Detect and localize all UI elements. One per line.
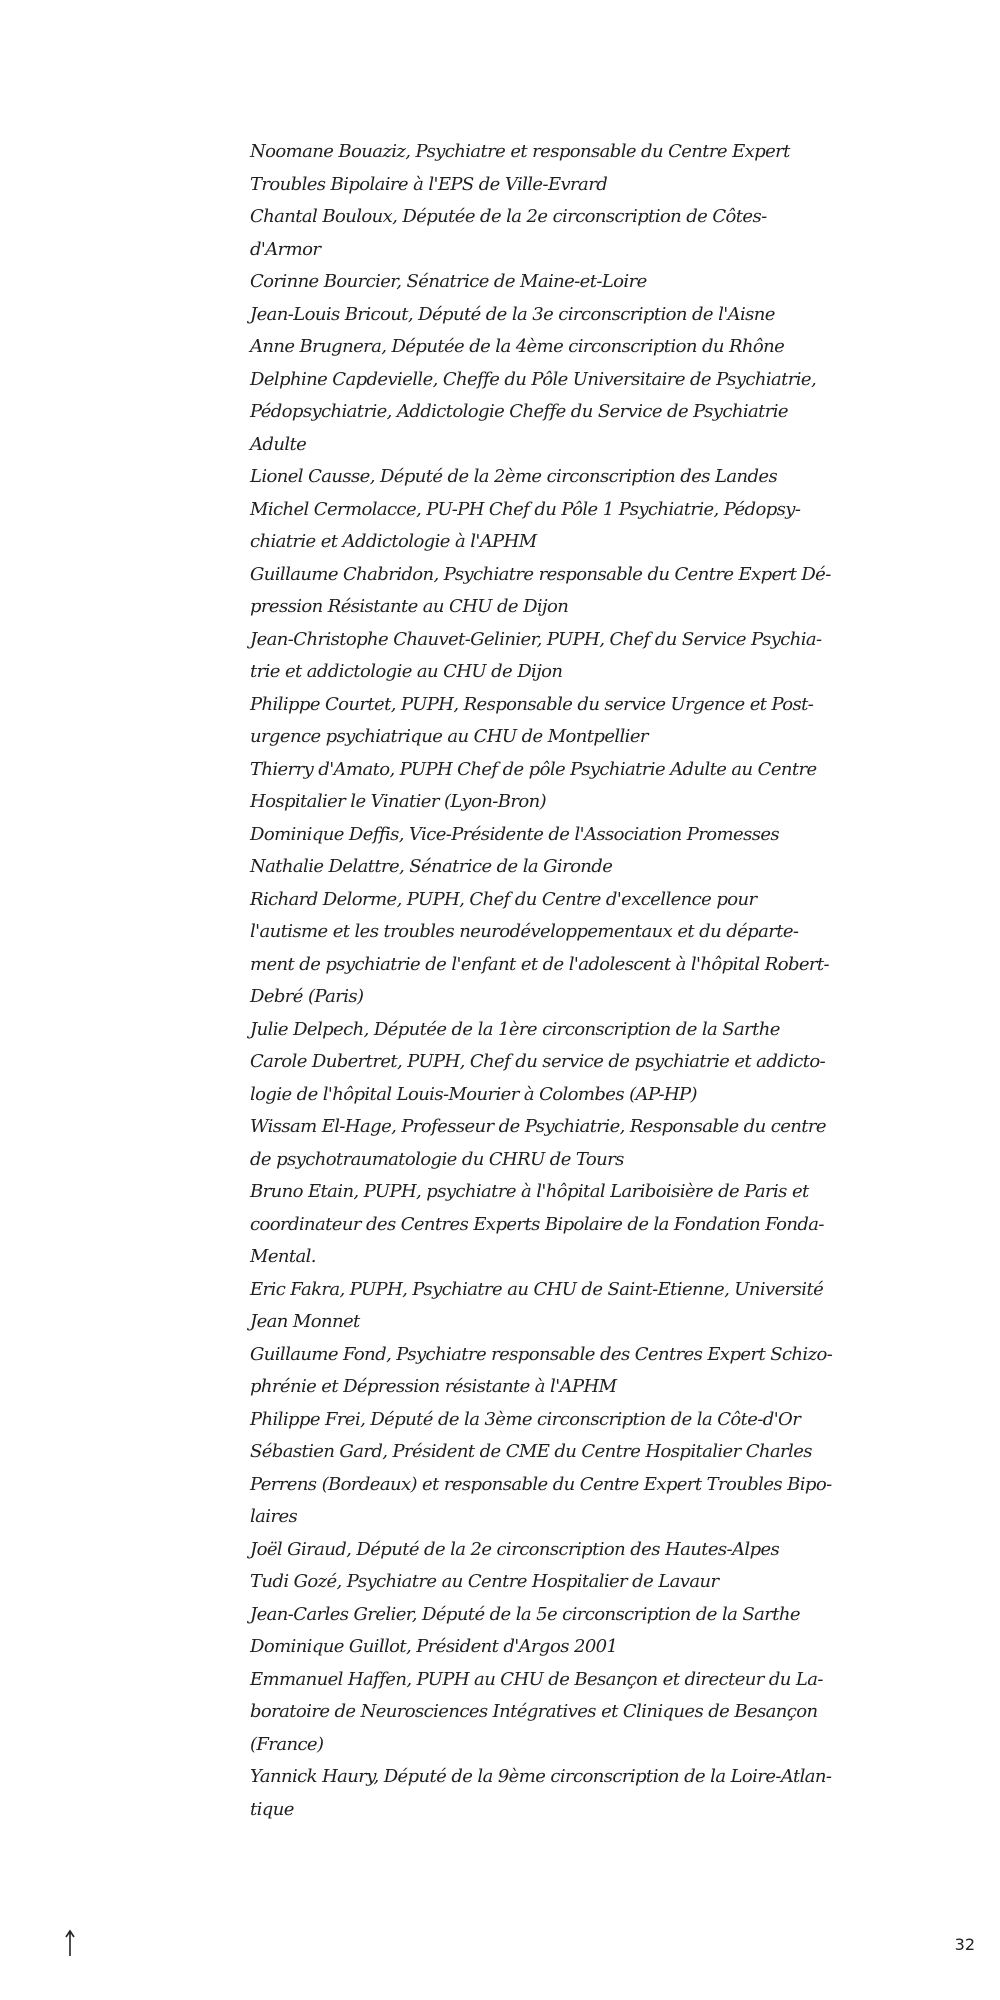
signatory-line: Wissam El-Hage, Professeur de Psychiatrie, Responsable du centre xyxy=(250,1116,826,1137)
signatory-line: Jean-Carles Grelier, Député de la 5e circonscription de la Sarthe xyxy=(250,1603,800,1625)
signatory-line: Mental. xyxy=(250,1246,316,1267)
signatory-line: Chantal Bouloux, Députée de la 2e circonscription de Côtes- xyxy=(250,206,767,227)
signatory-line: Dominique Deffis, Vice-Présidente de l'Association Promesses xyxy=(250,823,780,845)
signatory-line: Guillaume Fond, Psychiatre responsable des Centres Expert Schizo- xyxy=(250,1343,833,1365)
signatory-line: Guillaume Chabridon, Psychiatre responsable du Centre Expert Dé- xyxy=(250,563,831,585)
signatory-line: chiatrie et Addictologie à l'APHM xyxy=(250,531,537,552)
signatory-line: laires xyxy=(250,1506,298,1527)
signatory-line: logie de l'hôpital Louis-Mourier à Colombes (AP-HP) xyxy=(250,1083,697,1105)
signatory-line: trie et addictologie au CHU de Dijon xyxy=(250,661,563,682)
signatory-line: Hospitalier le Vinatier (Lyon-Bron) xyxy=(250,791,546,812)
signatory-line: Carole Dubertret, PUPH, Chef du service de psychiatrie et addicto- xyxy=(250,1051,826,1072)
signatory-line: Sébastien Gard, Président de CME du Centre Hospitalier Charles xyxy=(250,1441,812,1462)
signatory-line: Lionel Causse, Député de la 2ème circonscription des Landes xyxy=(250,466,778,487)
signatory-line: Philippe Frei, Député de la 3ème circonscription de la Côte-d'Or xyxy=(250,1408,801,1430)
signatory-line: phrénie et Dépression résistante à l'APHM xyxy=(250,1376,617,1397)
signatory-line: Yannick Haury, Député de la 9ème circonscription de la Loire-Atlan- xyxy=(250,1766,832,1787)
signatory-line: Anne Brugnera, Députée de la 4ème circonscription du Rhône xyxy=(250,336,785,357)
signatory-line: Philippe Courtet, PUPH, Responsable du service Urgence et Post- xyxy=(250,693,814,715)
signatory-line: urgence psychiatrique au CHU de Montpellier xyxy=(250,726,648,747)
signatory-line: Emmanuel Haffen, PUPH au CHU de Besançon et directeur du La- xyxy=(250,1668,823,1690)
signatory-line: Jean-Christophe Chauvet-Gelinier, PUPH, Chef du Service Psychia- xyxy=(250,628,822,650)
signatory-line: Pédopsychiatrie, Addictologie Cheffe du Service de Psychiatrie xyxy=(250,401,788,422)
signatory-line: Delphine Capdevielle, Cheffe du Pôle Universitaire de Psychiatrie, xyxy=(250,368,817,390)
signatory-line: Adulte xyxy=(250,433,307,455)
signatory-line: l'autisme et les troubles neurodéveloppementaux et du départe- xyxy=(250,921,799,942)
signatory-line: de psychotraumatologie du CHRU de Tours xyxy=(250,1148,624,1170)
signatory-line: ment de psychiatrie de l'enfant et de l'adolescent à l'hôpital Robert- xyxy=(250,953,830,975)
signatory-line: Bruno Etain, PUPH, psychiatre à l'hôpital Lariboisière de Paris et xyxy=(250,1181,809,1202)
signatory-line: (France) xyxy=(250,1733,324,1755)
signatory-line: Troubles Bipolaire à l'EPS de Ville-Evrard xyxy=(250,173,608,195)
arrow-up-icon xyxy=(60,1928,80,1958)
back-to-top-button[interactable] xyxy=(60,1928,80,1958)
signatory-line: Thierry d'Amato, PUPH Chef de pôle Psychiatrie Adulte au Centre xyxy=(250,758,817,780)
signatory-line: Debré (Paris) xyxy=(250,986,364,1007)
signatory-line: Nathalie Delattre, Sénatrice de la Gironde xyxy=(250,856,613,877)
signatory-line: Michel Cermolacce, PU-PH Chef du Pôle 1 Psychiatrie, Pédopsy- xyxy=(250,498,801,520)
signatory-list xyxy=(250,136,833,1826)
signatory-line: Jean-Louis Bricout, Député de la 3e circonscription de l'Aisne xyxy=(250,303,775,325)
signatory-line: pression Résistante au CHU de Dijon xyxy=(250,596,569,617)
signatory-line: Noomane Bouaziz, Psychiatre et responsable du Centre Expert xyxy=(250,141,790,162)
signatory-line: Eric Fakra, PUPH, Psychiatre au CHU de Saint-Etienne, Université xyxy=(250,1278,824,1300)
signatory-line: Tudi Gozé, Psychiatre au Centre Hospitalier de Lavaur xyxy=(250,1571,719,1592)
signatory-line: Julie Delpech, Députée de la 1ère circonscription de la Sarthe xyxy=(250,1018,780,1040)
signatory-line: boratoire de Neurosciences Intégratives et Cliniques de Besançon xyxy=(250,1701,818,1722)
signatory-line: Perrens (Bordeaux) et responsable du Centre Expert Troubles Bipo- xyxy=(250,1473,832,1495)
signatory-line: Dominique Guillot, Président d'Argos 2001 xyxy=(250,1636,618,1657)
signatory-line: d'Armor xyxy=(250,238,321,260)
signatory-line: Joël Giraud, Député de la 2e circonscription des Hautes-Alpes xyxy=(250,1538,780,1560)
page-number: 32 xyxy=(954,1935,975,1954)
signatory-line: coordinateur des Centres Experts Bipolaire de la Fondation Fonda- xyxy=(250,1213,824,1235)
signatory-line: Corinne Bourcier, Sénatrice de Maine-et-Loire xyxy=(250,271,647,292)
signatory-line: tique xyxy=(250,1798,294,1820)
signatory-line: Jean Monnet xyxy=(250,1311,360,1332)
signatory-line: Richard Delorme, PUPH, Chef du Centre d'excellence pour xyxy=(250,888,757,910)
